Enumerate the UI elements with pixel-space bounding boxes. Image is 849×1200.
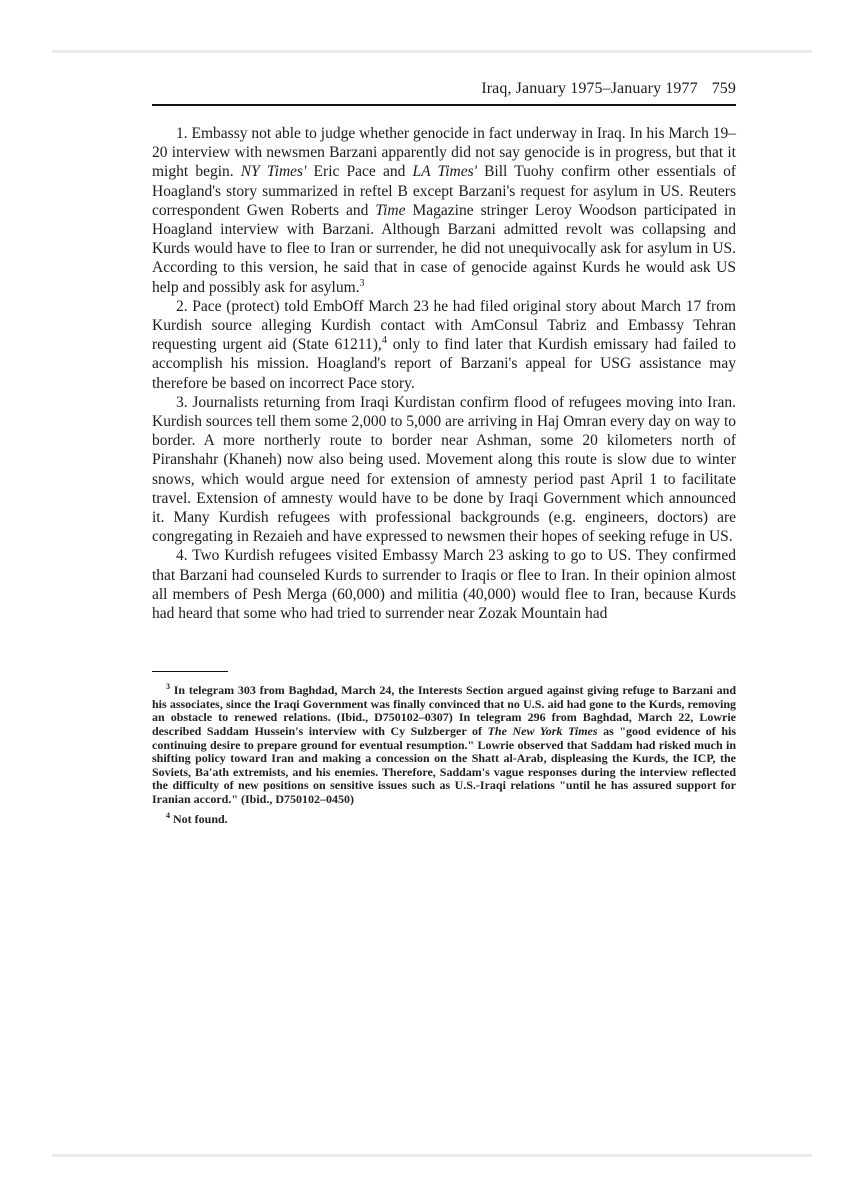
running-title: Iraq, January 1975–January 1977 [481,80,698,97]
footnote-3-italic: The New York Times [487,724,598,739]
paragraph-1-text-c: Bill Tuohy confirm other essentials of Hoagland's story summarized in reftel B except Barzani's request for asylum in US. Reuters correspondent Gwen Roberts and [152,163,736,219]
paragraph-2-text-a: 2. Pace (protect) told EmbOff March 23 he had filed original story about March 17 from Kurdish source alleging Kurdish contact with AmConsul Tabriz and Embassy Tehran requesting urgent aid (State 61211), [152,297,736,354]
paragraph-2 [152,297,736,393]
document-page [152,78,736,826]
paragraph-1-text-d: Magazine stringer Leroy Woodson participated in Hoagland interview with Barzani. Although Barzani admitted revolt was collapsing and Kurds would have to flee to Iran or surrender, he did not unequivocally ask for asylum in US. According to this version, he said that in case of genocide against Kurds he would ask US help and possibly ask for asylum. [152,201,736,296]
running-header [152,78,736,106]
footnote-ref-4[interactable]: 4 [381,335,387,347]
footnote-3-text-b: as "good evidence of his continuing desire to prepare ground for eventual resumption." Lowrie observed that Saddam had risked much in shifting policy toward Iran and making a concession on the Shatt al-Arab, displeasing the Kurds, the ICP, the Soviets, Ba'ath extremists, and his enemies. Therefore, Saddam's vague responses during the interview reflected the difficulty of new positions on sensitive issues such as U.S.-Iraqi relations "until he has assured support for Iranian accord." (Ibid., D750102–0450) [152,724,737,807]
paragraph-1-text-a: 1. Embassy not able to judge whether genocide in fact underway in Iraq. In his March 19–20 interview with newsmen Barzani apparently did not say genocide is in progress, but that it might begin. [152,125,736,181]
footnote-3 [152,684,736,806]
paragraph-1 [152,124,736,297]
paragraph-1-text-b: Eric Pace and [306,163,413,181]
footnote-divider [152,671,228,672]
paragraph-3: 3. Journalists returning from Iraqi Kurdistan confirm flood of refugees moving into Iran. Kurdish sources tell them some 2,000 to 5,000 are arriving in Haj Omran every day on way to border. A more northerly route to border near Ashman, some 20 kilometers north of Piranshahr (Khaneh) now also being used. Movement along this route is slow due to winter snows, which would argue need for extension of amnesty period past April 1 to facilitate travel. Extension of amnesty would have to be done by Iraqi Government which announced it. Many Kurdish refugees with professional backgrounds (e.g. engineers, doctors) are congregating in Rezaieh and have expressed to newsmen their hopes of seeking refuge in US. [152,393,736,546]
paragraph-2-text-b: only to find later that Kurdish emissary had failed to accomplish his mission. Hoagland's report of Barzani's appeal for USG assistance may therefore be based on incorrect Pace story. [152,336,736,392]
footnote-ref-3[interactable]: 3 [359,277,365,289]
page-bottom-edge [52,1154,812,1157]
footnote-3-text-a: In telegram 303 from Baghdad, March 24, the Interests Section argued against giving refuge to Barzani and his associates, since the Iraqi Government was finally convinced that no U.S. aid had gone to the Kurds, removing an obstacle to renewed relations. (Ibid., D750102–0307) In telegram 296 from Baghdad, March 22, Lowrie described Saddam Hussein's interview with Cy Sulzberger of [152,683,736,739]
footnote-4-text: Not found. [170,811,228,826]
page-number: 759 [711,80,736,97]
paragraph-1-italic-b: LA Times' [412,163,477,181]
footnote-4 [152,810,736,827]
paragraph-4: 4. Two Kurdish refugees visited Embassy March 23 asking to go to US. They confirmed that Barzani had counseled Kurds to surrender to Iraqis or flee to Iran. In their opinion almost all members of Pesh Merga (60,000) and militia (40,000) would flee to Iran, because Kurds had heard that some who had tried to surrender near Zozak Mountain had [152,547,736,623]
footnote-4-mark: 4 [166,810,170,820]
footnote-3-mark: 3 [166,682,170,692]
paragraph-1-italic-a: NY Times' [240,163,307,181]
paragraph-1-italic-c: Time [375,201,406,219]
page-top-edge [52,50,812,53]
